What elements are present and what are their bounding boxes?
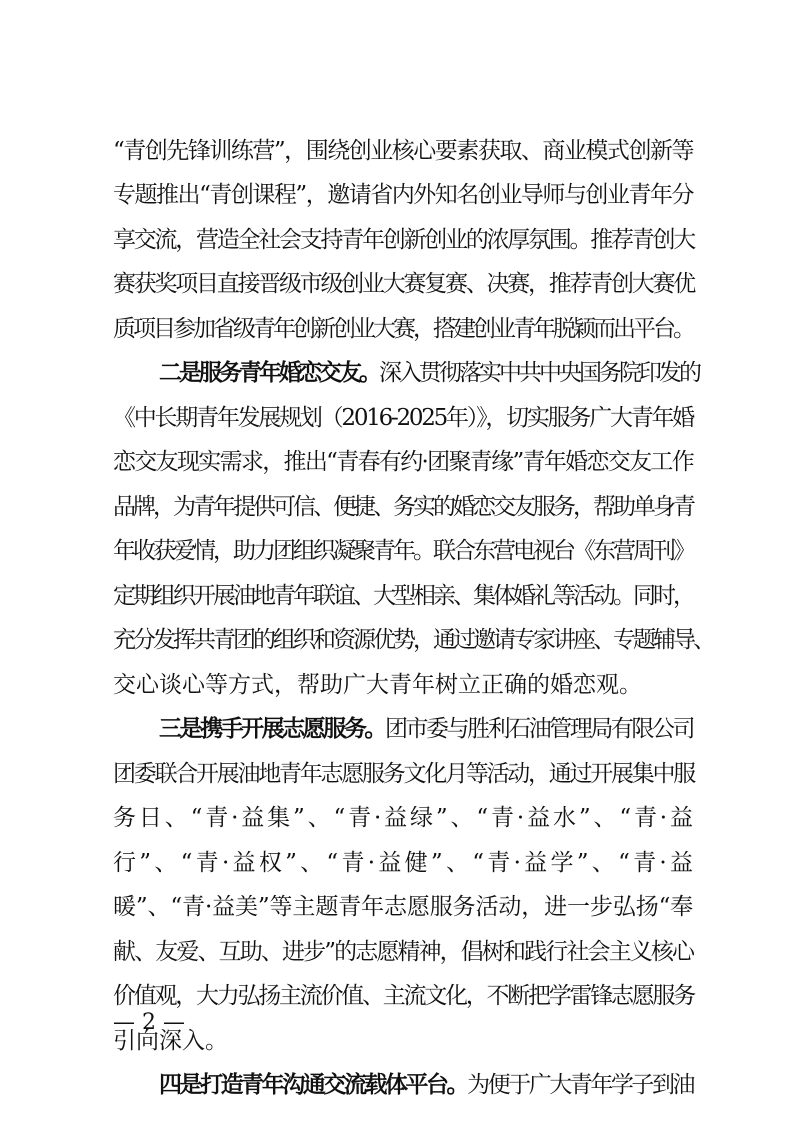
text-run: 为便于广大青年学子到油 <box>467 1072 694 1098</box>
text-line: 暖”、“青·益美”等主题青年志愿服务活动，进一步弘扬“奉 <box>113 894 693 920</box>
text-line: 享交流，营造全社会支持青年创新创业的浓厚氛围。推荐青创大 <box>113 227 694 253</box>
text-line: 献、友爱、互助、进步”的志愿精神，倡树和践行社会主义核心 <box>113 939 693 965</box>
text-line <box>113 718 693 742</box>
text-line: 专题推出“青创课程”，邀请省内外知名创业导师与创业青年分 <box>113 182 693 208</box>
text-line: 务日、“青·益集”、“青·益绿”、“青·益水”、“青·益 <box>113 805 693 831</box>
text-line: 充分发挥共青团的组织和资源优势，通过邀请专家讲座、专题辅导、 <box>113 627 713 653</box>
paragraph-lead: 三是携手开展志愿服务。 <box>159 716 385 742</box>
text-line <box>113 360 699 386</box>
text-line: 交心谈心等方式，帮助广大青年树立正确的婚恋观。 <box>113 672 642 698</box>
text-line: 行”、“青·益权”、“青·益健”、“青·益学”、“青·益 <box>113 850 693 876</box>
text-line: 价值观，大力弘扬主流价值、主流文化，不断把学雷锋志愿服务 <box>113 983 694 1009</box>
text-line: 团委联合开展油地青年志愿服务文化月等活动，通过开展集中服 <box>113 761 694 787</box>
text-line: 品牌，为青年提供可信、便捷、务实的婚恋交友服务，帮助单身青 <box>113 494 693 520</box>
paragraph-lead: 四是打造青年沟通交流载体平台。 <box>159 1072 468 1098</box>
text-run: 深入贯彻落实中共中央国务院印发的 <box>379 360 699 386</box>
text-line: 定期组织开展油地青年联谊、大型相亲、集体婚礼等活动。同时， <box>113 583 693 609</box>
text-line: 赛获奖项目直接晋级市级创业大赛复赛、决赛，推荐青创大赛优 <box>113 271 694 297</box>
paragraph-lead: 二是服务青年婚恋交友。 <box>159 360 379 386</box>
text-run: 团市委与胜利石油管理局有限公司 <box>384 716 694 742</box>
text-line: 恋交友现实需求，推出“青春有约·团聚青缘”青年婚恋交友工作 <box>113 449 693 475</box>
text-line: 质项目参加省级青年创新创业大赛，搭建创业青年脱颖而出平台。 <box>113 316 693 342</box>
text-line: 《中长期青年发展规划（2016-2025年）》，切实服务广大青年婚 <box>113 405 693 431</box>
page-number: — 2 — <box>113 1010 185 1035</box>
text-line <box>113 1074 693 1098</box>
text-line: 年收获爱情，助力团组织凝聚青年。联合东营电视台《东营周刊》 <box>113 538 693 564</box>
text-line: 引向深入。 <box>113 1028 228 1054</box>
text-line: “青创先锋训练营”，围绕创业核心要素获取、商业模式创新等 <box>113 138 693 164</box>
